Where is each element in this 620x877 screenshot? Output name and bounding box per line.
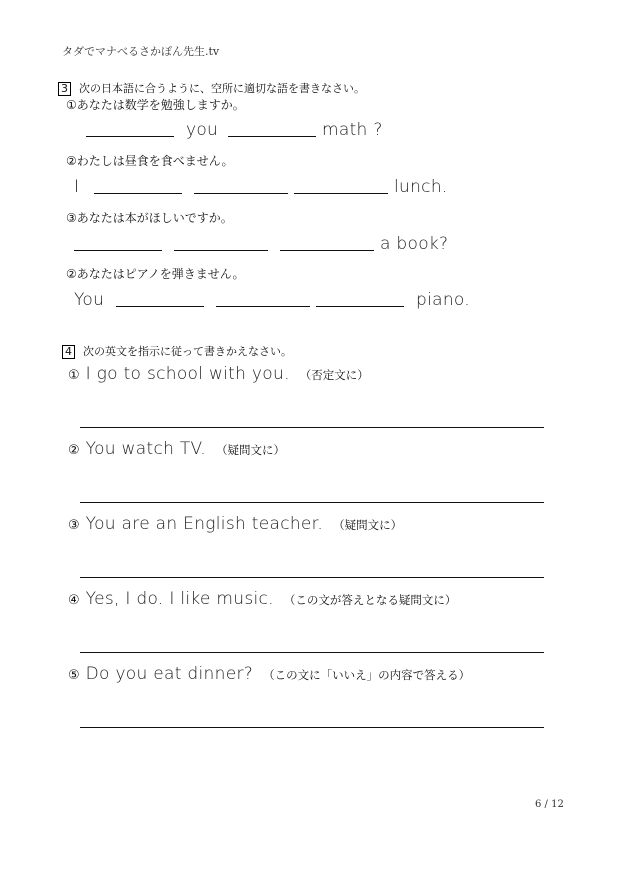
given-word: piano. <box>416 290 471 310</box>
page-indicator: 6 / 12 <box>535 799 564 810</box>
item-sentence: Do you eat dinner? <box>85 664 254 684</box>
section-number: 4 <box>62 345 75 359</box>
answer-blank[interactable] <box>294 193 388 194</box>
answer-blank[interactable] <box>216 306 310 307</box>
item-sentence: You watch TV. <box>85 439 206 459</box>
item-note: （この文に「いいえ」の内容で答える） <box>263 668 471 682</box>
item-prompt: ③あなたは本がほしいですか。 <box>66 211 233 225</box>
section-4-header <box>62 340 292 359</box>
answer-blank[interactable] <box>116 306 204 307</box>
item-note: （否定文に） <box>299 368 369 382</box>
given-word: You <box>74 290 105 310</box>
rewrite-item <box>68 514 402 534</box>
item-prompt: ②わたしは昼食を食べません。 <box>66 154 234 168</box>
item-note: （疑問文に） <box>216 443 285 457</box>
answer-line[interactable] <box>80 427 544 428</box>
item-marker: ③ <box>68 518 80 533</box>
item-prompt: ②あなたはピアノを弾きません。 <box>66 267 245 281</box>
item-marker: ② <box>68 443 80 458</box>
given-word: math ? <box>322 120 383 140</box>
section-number: 3 <box>58 82 71 96</box>
rewrite-item <box>68 664 470 684</box>
section-instruction: 次の日本語に合うように、空所に適切な語を書きなさい。 <box>79 82 365 95</box>
rewrite-item <box>68 364 369 384</box>
answer-blank[interactable] <box>74 250 162 251</box>
answer-line[interactable] <box>80 652 544 653</box>
answer-line[interactable] <box>80 577 544 578</box>
item-sentence: You are an English teacher. <box>85 514 324 534</box>
item-note: （疑問文に） <box>333 518 403 532</box>
given-word: a book? <box>380 234 449 254</box>
answer-blank[interactable] <box>228 136 316 137</box>
answer-blank[interactable] <box>94 193 182 194</box>
answer-blank[interactable] <box>194 193 288 194</box>
item-sentence: I go to school with you. <box>85 364 290 384</box>
answer-blank[interactable] <box>174 250 268 251</box>
item-prompt: ①あなたは数学を勉強しますか。 <box>66 98 245 112</box>
section-3-header <box>58 77 365 96</box>
given-word: lunch. <box>394 177 448 197</box>
given-word: you <box>186 120 219 140</box>
site-title: タダでマナべるさかぽん先生.tv <box>62 45 220 58</box>
item-marker: ④ <box>68 593 80 608</box>
item-marker: ① <box>68 368 80 383</box>
section-instruction: 次の英文を指示に従って書きかえなさい。 <box>83 345 292 358</box>
given-word: I <box>74 177 80 197</box>
answer-blank[interactable] <box>280 250 374 251</box>
answer-line[interactable] <box>80 502 544 503</box>
rewrite-item <box>68 589 456 609</box>
answer-blank[interactable] <box>86 136 174 137</box>
item-marker: ⑤ <box>68 668 80 683</box>
item-note: （この文が答えとなる疑問文に） <box>283 593 457 607</box>
rewrite-item <box>68 439 285 459</box>
item-sentence: Yes, I do. I like music. <box>85 589 274 609</box>
answer-line[interactable] <box>80 727 544 728</box>
answer-blank[interactable] <box>316 306 404 307</box>
